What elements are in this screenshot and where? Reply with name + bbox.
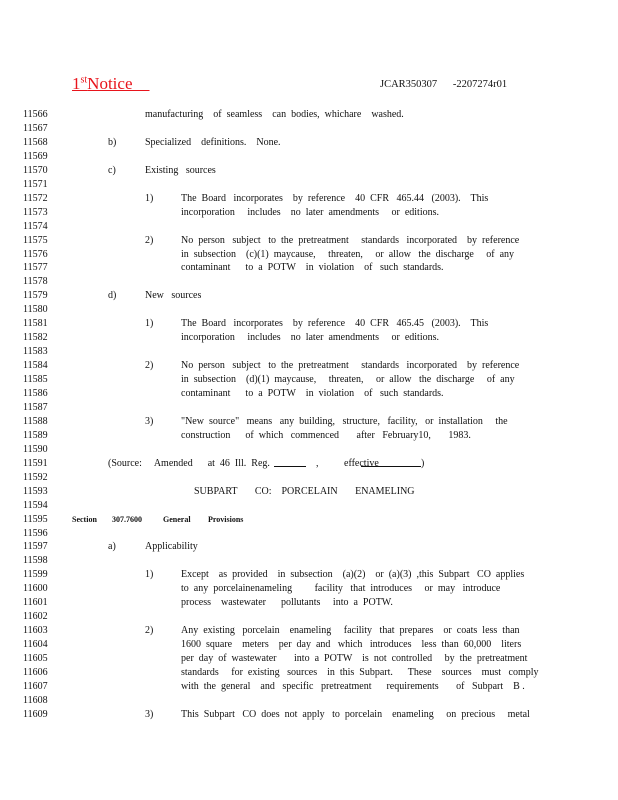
- effective-date-blank: [361, 457, 421, 467]
- line-number: 11583: [23, 346, 48, 358]
- line-number: 11591: [23, 457, 48, 469]
- line-number: 11572: [23, 192, 48, 204]
- line-number: 11608: [23, 694, 48, 706]
- line-number: 11567: [23, 122, 48, 134]
- document-line: in subsection (c)(1) maycause, threaten, or allow the discharge of any: [181, 248, 515, 260]
- line-number: 11576: [23, 248, 48, 260]
- document-line: effective: [344, 457, 379, 469]
- line-number: 11589: [23, 429, 48, 441]
- line-number: 11599: [23, 569, 48, 581]
- document-line: General: [163, 514, 191, 524]
- document-line: ): [421, 457, 425, 469]
- document-line: b): [108, 136, 117, 148]
- document-line: No person subject to the pretreatment standards incorporated by reference: [181, 360, 520, 372]
- document-line: (Source: Amended at 46 Ill. Reg.: [108, 457, 270, 469]
- document-line: 3): [145, 708, 154, 720]
- document-line: a): [108, 541, 116, 553]
- document-line: Except as provided in subsection (a)(2) or (a)(3) ,this Subpart CO applies: [181, 569, 525, 581]
- line-number: 11596: [23, 527, 48, 539]
- document-line: Section: [72, 514, 97, 524]
- line-number: 11609: [23, 708, 48, 720]
- line-number: 11588: [23, 415, 48, 427]
- line-number: 11590: [23, 443, 48, 455]
- line-number: 11582: [23, 332, 48, 344]
- document-line: 1600 square meters per day and which introduces less than 60,000 liters: [181, 639, 522, 651]
- line-number: 11570: [23, 164, 48, 176]
- line-number: 11568: [23, 136, 48, 148]
- notice-word: Notice: [87, 74, 133, 93]
- document-line: Provisions: [208, 514, 244, 524]
- document-line: incorporation includes no later amendments or editions.: [181, 206, 439, 218]
- line-number: 11587: [23, 401, 48, 413]
- line-number: 11571: [23, 178, 48, 190]
- document-line: to any porcelainenameling facility that introduces or may introduce: [181, 583, 501, 595]
- document-line: per day of wastewater into a POTW is not controlled by the pretreatment: [181, 653, 528, 665]
- line-number: 11607: [23, 680, 48, 692]
- document-line: 2): [145, 360, 154, 372]
- document-line: 1): [145, 318, 154, 330]
- line-number: 11601: [23, 597, 48, 609]
- line-number: 11569: [23, 150, 48, 162]
- line-number: 11581: [23, 318, 48, 330]
- line-number: 11605: [23, 653, 48, 665]
- line-number: 11600: [23, 583, 48, 595]
- document-line: "New source" means any building, structure, facility, or installation the: [181, 415, 508, 427]
- document-line: c): [108, 164, 116, 176]
- line-number: 11595: [23, 513, 48, 525]
- document-line: The Board incorporates by reference 40 CFR 465.45 (2003). This: [181, 318, 489, 330]
- document-line: ,: [316, 457, 319, 469]
- document-line: with the general and specific pretreatment requirements of Subpart B .: [181, 680, 525, 692]
- document-line: 2): [145, 234, 154, 246]
- document-line: standards for existing sources in this Subpart. These sources must comply: [181, 667, 539, 678]
- document-line: d): [108, 290, 117, 302]
- line-number: 11586: [23, 388, 48, 399]
- notice-header: [72, 74, 150, 94]
- line-number: 11574: [23, 220, 48, 232]
- document-line: in subsection (d)(1) maycause, threaten, or allow the discharge of any: [181, 374, 515, 386]
- document-line: New sources: [145, 290, 202, 302]
- line-number: 11598: [23, 555, 48, 567]
- line-number: 11575: [23, 234, 48, 246]
- document-line: contaminant to a POTW in violation of such standards.: [181, 262, 444, 274]
- document-line: construction of which commenced after February10, 1983.: [181, 429, 471, 441]
- document-line: The Board incorporates by reference 40 CFR 465.44 (2003). This: [181, 192, 489, 204]
- document-code: JCAR350307 -2207274r01: [380, 79, 508, 90]
- document-line: 2): [145, 625, 154, 637]
- document-line: 1): [145, 569, 154, 581]
- document-line: Specialized definitions. None.: [145, 136, 281, 148]
- line-number: 11566: [23, 109, 48, 120]
- document-line: Existing sources: [145, 164, 216, 176]
- document-line: 3): [145, 415, 154, 427]
- line-number: 11597: [23, 541, 48, 553]
- line-number: 11584: [23, 360, 48, 372]
- line-number: 11593: [23, 485, 48, 497]
- line-number: 11573: [23, 206, 48, 218]
- register-page-blank: [274, 457, 306, 467]
- document-line: process wastewater pollutants into a POTW.: [181, 597, 393, 609]
- line-number: 11577: [23, 262, 48, 274]
- line-number: 11578: [23, 276, 48, 288]
- document-line: manufacturing of seamless can bodies, whichare washed.: [145, 109, 404, 120]
- document-line: contaminant to a POTW in violation of such standards.: [181, 388, 444, 399]
- document-line: This Subpart CO does not apply to porcelain enameling on precious metal: [181, 708, 530, 720]
- notice-number: 1: [72, 74, 81, 93]
- line-number: 11579: [23, 290, 48, 302]
- line-number: 11592: [23, 471, 48, 483]
- line-number: 11604: [23, 639, 48, 651]
- document-line: No person subject to the pretreatment standards incorporated by reference: [181, 234, 520, 246]
- document-line: SUBPART CO: PORCELAIN ENAMELING: [194, 485, 415, 497]
- document-line: 1): [145, 192, 154, 204]
- document-line: 307.7600: [112, 514, 142, 524]
- line-number: 11594: [23, 499, 48, 511]
- document-line: Applicability: [145, 541, 198, 553]
- line-number: 11585: [23, 374, 48, 386]
- notice-superscript: st: [80, 74, 88, 86]
- document-line: incorporation includes no later amendments or editions.: [181, 332, 439, 344]
- line-number: 11603: [23, 625, 48, 637]
- document-line: Any existing porcelain enameling facility that prepares or coats less than: [181, 625, 520, 637]
- line-number: 11602: [23, 611, 48, 623]
- line-number: 11580: [23, 304, 48, 316]
- line-number: 11606: [23, 667, 48, 678]
